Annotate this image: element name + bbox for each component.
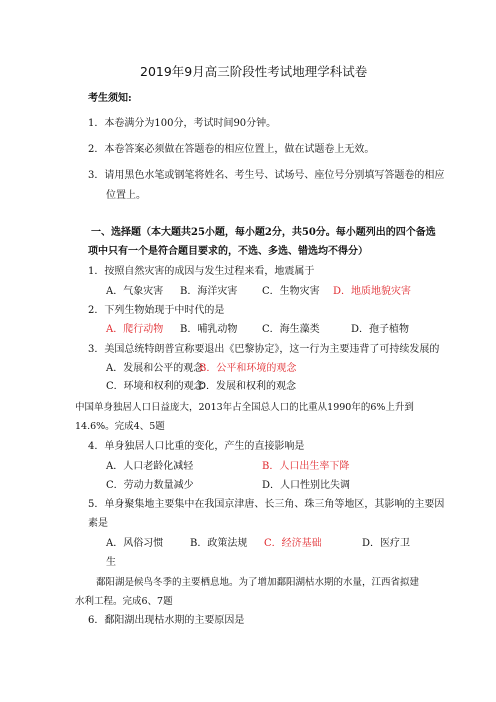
question-2-option-d: D．孢子植物: [351, 324, 410, 335]
question-2-option-a: A．爬行动物: [106, 324, 164, 335]
question-4-option-c: C．劳动力数量减少: [106, 480, 194, 491]
question-5-stem-line2: 素是: [88, 518, 108, 529]
question-4-option-b: B．人口出生率下降: [262, 461, 350, 472]
question-2-stem: 2．下列生物始现于中时代的是: [88, 305, 225, 316]
material-1-line2: 14.6%。完成4、5题: [75, 421, 165, 432]
notice-item-3: 3．请用黑色水笔或钢笔将姓名、考生号、试场号、座位号分别填写答题卷的相应: [88, 170, 445, 181]
question-5-stem-line1: 5．单身聚集地主要集中在我国京津唐、长三角、珠三角等地区，其影响的主要因: [88, 499, 445, 510]
material-1-line1: 中国单身独居人口日益庞大，2013年占全国总人口的比重从1990年的6%上升到: [75, 402, 414, 413]
question-2-option-b: B．哺乳动物: [180, 324, 238, 335]
question-1-option-a: A．气象灾害: [106, 286, 164, 297]
question-4-option-a: A．人口老龄化减轻: [106, 461, 194, 472]
question-1-option-c: C．生物灾害: [262, 286, 320, 297]
question-5-option-a: A．风俗习惯: [106, 538, 164, 549]
question-5-option-b: B．政策法规: [190, 538, 248, 549]
notice-heading: 考生须知:: [88, 93, 132, 104]
notice-item-2: 2．本卷答案必须做在答题卷的相应位置上，做在试题卷上无效。: [88, 144, 375, 155]
question-2-option-c: C．海生藻类: [262, 324, 320, 335]
question-1-stem: 1．按照自然灾害的成因与发生过程来看，地震属于: [88, 266, 315, 277]
section-heading-line1: 一、选择题（本大题共25小题，每小题2分，共50分。每小题列出的四个备选: [91, 227, 436, 238]
question-5-option-d: D．医疗卫: [362, 538, 411, 549]
material-2-line1: 鄱阳湖是候鸟冬季的主要栖息地。为了增加鄱阳湖枯水期的水量，江西省拟建: [96, 577, 420, 588]
question-4-option-d: D．人口性别比失调: [262, 480, 351, 491]
question-3-option-b: B．公平和环境的观念: [199, 363, 297, 374]
page-title: 2019年9月高三阶段性考试地理学科试卷: [140, 64, 368, 79]
notice-item-1: 1．本卷满分为100分，考试时间90分钟。: [88, 118, 277, 129]
question-5-option-c: C．经济基础: [264, 538, 322, 549]
material-2-line2: 水利工程。完成6、7题: [75, 596, 173, 607]
question-5-option-d-cont: 生: [106, 557, 116, 568]
question-6-stem: 6．鄱阳湖出现枯水期的主要原因是: [88, 615, 245, 626]
question-3-option-a: A．发展和公平的观念: [106, 363, 204, 374]
question-3-option-d: D．发展和权利的观念: [198, 381, 297, 392]
question-3-stem: 3．美国总统特朗普宣称要退出《巴黎协定》，这一行为主要违背了可持续发展的: [88, 344, 440, 355]
question-1-option-d: D．地质地貌灾害: [333, 286, 412, 297]
question-1-option-b: B．海洋灾害: [180, 286, 238, 297]
section-heading-line2: 项中只有一个是符合题目要求的，不选、多选、错选均不得分）: [88, 246, 368, 257]
notice-item-3-cont: 位置上。: [106, 190, 146, 201]
question-4-stem: 4．单身独居人口比重的变化，产生的直接影响是: [88, 441, 305, 452]
question-3-option-c: C．环境和权利的观念: [106, 381, 204, 392]
